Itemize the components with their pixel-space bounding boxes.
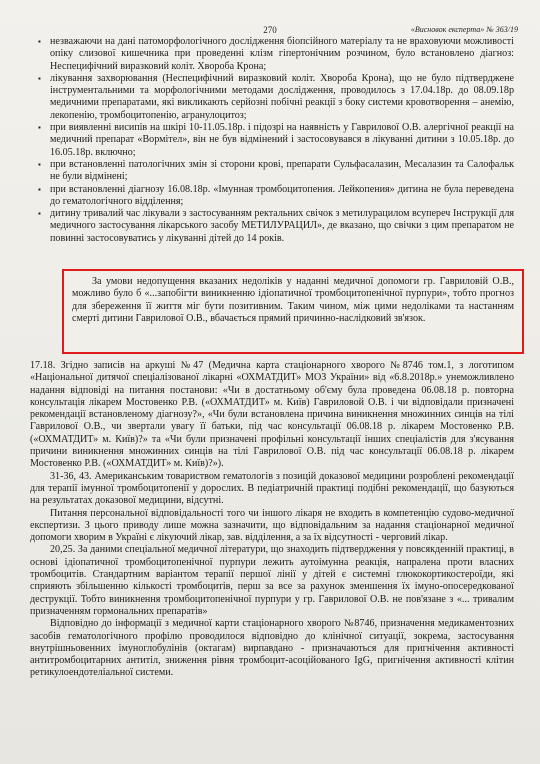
paragraph: 17.18. Згідно записів на аркуші №47 (Медична карта стаціонарного хворого №8746 том.1, з логотипом «Національної дитячої спеціалізованої лікарні «ОХМАТДИТ» МОЗ України» від «6.8.2018р.» унеможливлено надання відповіді на питання постанови: «Чи в достатньому об'єму була проведена 06.08.18 р. повторна консультація лікарем Мостовенко Р.В. («ОХМАТДИТ» м. Київ) Гавриловой О.В. і чи відповідали призначені рекомендації встановленому діагнозу?», «Чи були встановлена причина виникнення множинних синців на тілі Гаврилової О.В., чи звертали увагу її батьки, під час консультації 06.08.18 р. лікарем Мостовенко Р.В. («ОХМАТДИТ» м. Київ)?» та «Чи були призначені профільні консультації інших спеціалістів для з'ясування причини виникнення множинних синців на тілі Гаврилової О.В. під час консультації 06.08.18 р. лікарем Мостовенко Р.В. («ОХМАТДИТ» м. Київ)?»). bbox=[30, 360, 514, 470]
bullet-paragraph: ▪ незважаючи на дані патоморфологічного дослідження біопсійного матеріалу та не враховуючи можливості опіку слизової кишечника при проведенні клізм гіпертонічним розчином, було встановлено діагноз: Неспецифічний виразковий коліт. Хвороба Крона; bbox=[30, 36, 514, 73]
page-number: 270 bbox=[263, 25, 277, 35]
paragraph: 20,25. За даними спеціальної медичної літератури, що знаходить підтвердження у повсякденній практиці, в основі ідіопатичної тромбоцитопенічної пурпури лежить аутоімунна реакція, напралена проти власних тромбоцитів. Стандартним варіантом терапії першої лінії у дітей є системні глюкокортикостероїди, які сприяють збільшенню кількості тромбоцитів, перш за все за рахунок зменшення їх імуно-опосередкованої деструкції. Тобто виникнення тромбоцитопенічної пурпури у гр. Гаврилової О.В. не пов'язане з «... тривалим призначенням гормональних препаратів» bbox=[30, 544, 514, 617]
highlighted-conclusion-box bbox=[62, 269, 524, 354]
lower-text-block bbox=[30, 360, 514, 680]
bullet-paragraph: ▪ при встановленні патологічних змін зі сторони крові, препарати Сульфасалазин, Месалазин та Салофальк не були відмінені; bbox=[30, 159, 514, 184]
bullet-paragraph: ▪ при виявленні висипів на шкірі 10-11.05.18р. і підозрі на наявність у Гаврилової О.В. алергічної реакції на медичний препарат «Вормітел», він не був відмінений і застосовувався в лікуванні дитини з 10.05.18р. до 16.05.18р. включно; bbox=[30, 122, 514, 159]
paragraph: Питання персональної відповідальності того чи іншого лікаря не входить в компетенцію судово-медичної експертизи. З цього приводу лише можна зазначити, що відповідальним за надання стаціонарної медичної допомоги хворим в Україні є лікуючий лікар, зав. відділення, а за їх відсутності - черговий лікар. bbox=[30, 507, 514, 544]
bullet-paragraph: ▪ лікування захворювання (Неспецифічний виразковий коліт. Хвороба Крона), що не було підтверджене інструментальними та морфологічними методами дослідження, проводилось з 17.04.18р. до 08.09.18р медичними препаратами, які викликають серйозні побічні реакції з боку системи кровотворення – анемію, лекопенію, тромбоцитопенію, агранулоцитоз; bbox=[30, 73, 514, 122]
bullet-paragraph: ▪ при встановленні діагнозу 16.08.18р. «Імунная тромбоцитопения. Лейкопения» дитина не була переведена до гематологічного відділення; bbox=[30, 184, 514, 209]
upper-text-block bbox=[30, 36, 514, 245]
bullet-paragraph: ▪ дитину тривалий час лікували з застосуванням ректальних свічок з метилурацилом всупереч Інструкції для медичного застосування лікарського засобу МЕТИЛУРАЦИЛ», де вказано, що свічки з цим препаратом не повинні застосовуватись у лікуванні дітей до 14 років. bbox=[30, 208, 514, 245]
highlighted-conclusion-text: За умови недопущення вказаних недоліків у наданні медичної допомоги гр. Гавриловій О.В., можливо було б «...запобігти виникненню ідіопатичної тромбоцитопенічної пурпури», тобто прогноз для збереження її життя міг бути позитивним. Таким чином, між цими недоліками та настанням смерті дитини Гаврилової О.В., вбачається прямий причинно-наслідковий зв'язок. bbox=[72, 276, 514, 325]
journal-header: «Висновок експерта» № 363/19 bbox=[410, 25, 518, 34]
paragraph: Відповідно до інформації з медичної карти стаціонарного хворого №8746, призначення медикаментозних засобів гематологічного профілю проводилося відповідно до клінічної ситуації, зокрема, застосування внутрішньовенних імуноглобулінів (октагам) вирпавдано - призначаються для пригнічення активності антитромбоцитарних антитіл, зниження рівня тромбоцит-асоційованого IgG, пригнічення активності клітин ретикулоендотеліальної системи. bbox=[30, 618, 514, 679]
paragraph: 31-36, 43. Американським товариством гематологів з позицій доказової медицини розроблені рекомендації для терапії імунної тромбоцитопенії у дорослих. В педіатричній практиці подібні рекомендації, що базуються на результатах доказової медицини, відсутні. bbox=[30, 470, 514, 507]
